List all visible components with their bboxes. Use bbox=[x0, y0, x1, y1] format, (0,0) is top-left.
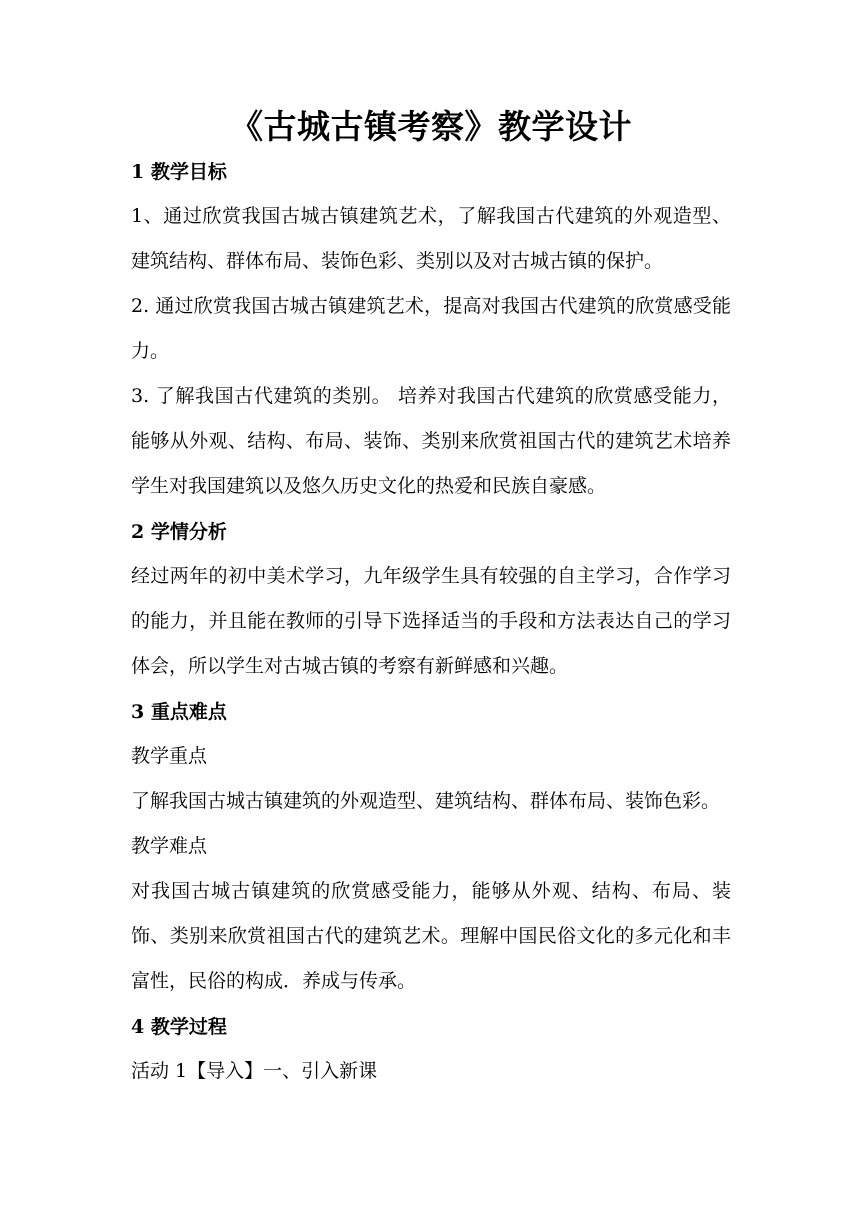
section-heading-teaching-process: 4 教学过程 bbox=[131, 1016, 227, 1038]
document-title: 《古城古镇考察》教学设计 bbox=[230, 107, 632, 146]
key-points-label: 教学重点 bbox=[131, 745, 208, 767]
difficult-points-text: 对我国古城古镇建筑的欣赏感受能力，能够从外观、结构、布局、装饰、类别来欣赏祖国古代的建筑艺术。理解中国民俗文化的多元化和丰富性，民俗的构成．养成与传承。 bbox=[131, 880, 731, 992]
activity-1-line: 活动 1【导入】一、引入新课 bbox=[131, 1060, 378, 1082]
key-points-text: 了解我国古城古镇建筑的外观造型、建筑结构、群体布局、装饰色彩。 bbox=[131, 790, 721, 812]
student-analysis-paragraph: 经过两年的初中美术学习，九年级学生具有较强的自主学习，合作学习的能力，并且能在教师的引导下选择适当的手段和方法表达自己的学习体会，所以学生对古城古镇的考察有新鲜感和兴趣。 bbox=[131, 565, 731, 677]
section-heading-objectives: 1 教学目标 bbox=[131, 161, 227, 183]
document-body bbox=[131, 104, 731, 1094]
section-heading-key-points: 3 重点难点 bbox=[131, 701, 227, 723]
difficult-points-label: 教学难点 bbox=[131, 835, 208, 857]
objective-paragraph-2: 2. 通过欣赏我国古城古镇建筑艺术，提高对我国古代建筑的欣赏感受能力。 bbox=[131, 295, 731, 362]
objective-paragraph-1: 1、通过欣赏我国古城古镇建筑艺术，了解我国古代建筑的外观造型、建筑结构、群体布局、装饰色彩、类别以及对古城古镇的保护。 bbox=[131, 205, 731, 272]
objective-paragraph-3: 3. 了解我国古代建筑的类别。 培养对我国古代建筑的欣赏感受能力，能够从外观、结构、布局、装饰、类别来欣赏祖国古代的建筑艺术培养学生对我国建筑以及悠久历史文化的热爱和民族自豪感。 bbox=[131, 385, 731, 497]
section-heading-student-analysis: 2 学情分析 bbox=[131, 521, 227, 543]
